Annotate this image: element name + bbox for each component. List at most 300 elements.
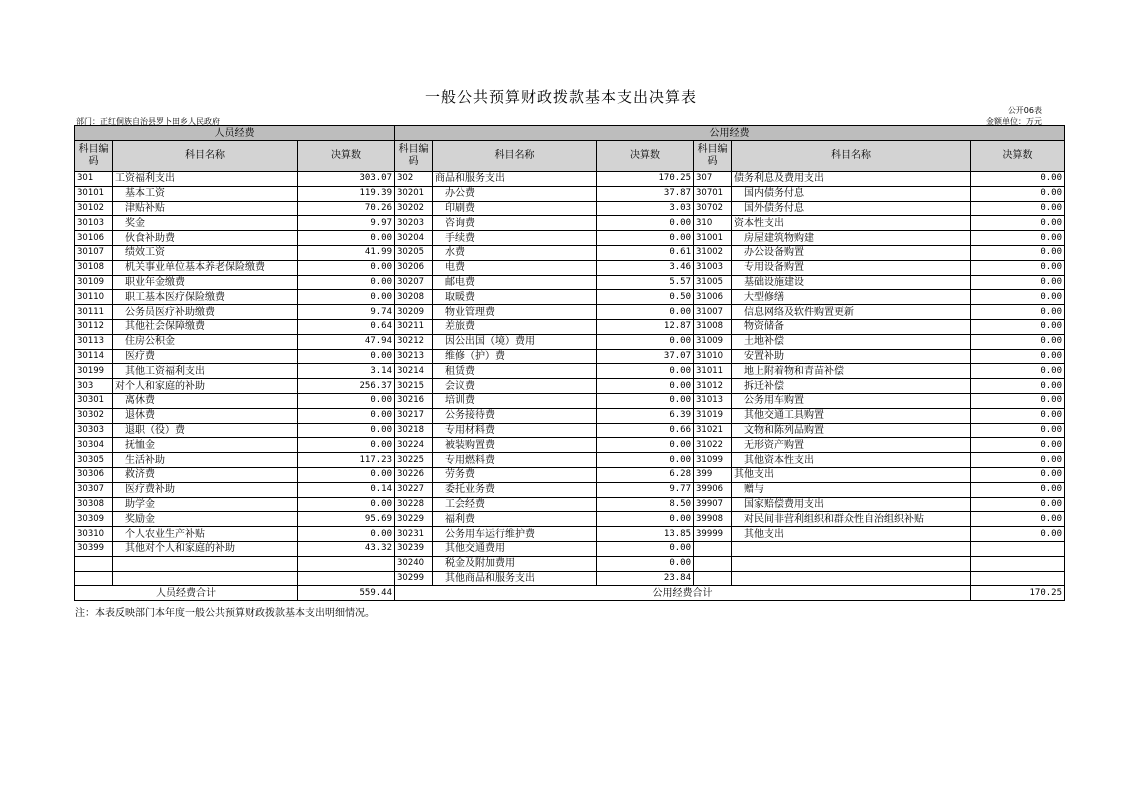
subject-code: 30217: [395, 408, 433, 423]
subject-code: 307: [694, 172, 732, 187]
subject-name: 债务利息及费用支出: [732, 172, 971, 187]
subject-code: 30209: [395, 305, 433, 320]
subject-name: 住房公积金: [113, 334, 298, 349]
subject-name: 对个人和家庭的补助: [113, 379, 298, 394]
subject-code: 30299: [395, 571, 433, 586]
expenditure-table: [74, 125, 1065, 601]
subject-name: 公务员医疗补助缴费: [113, 305, 298, 320]
table-row: [75, 527, 1065, 542]
subject-code: 30112: [75, 319, 113, 334]
amount-value: 0.50: [597, 290, 694, 305]
subject-name: 资本性支出: [732, 216, 971, 231]
subject-name: 赠与: [732, 482, 971, 497]
subject-name: 救济费: [113, 467, 298, 482]
subject-name: 地上附着物和青苗补偿: [732, 364, 971, 379]
amount-value: 0.00: [597, 556, 694, 571]
subject-name: 税金及附加费用: [433, 556, 597, 571]
table-row: [75, 319, 1065, 334]
amount-value: 0.00: [971, 245, 1065, 260]
subject-name: 水费: [433, 245, 597, 260]
amount-value: [971, 541, 1065, 556]
subject-code: 30239: [395, 541, 433, 556]
amount-value: 0.00: [597, 379, 694, 394]
subject-name: 商品和服务支出: [433, 172, 597, 187]
subject-name: 奖金: [113, 216, 298, 231]
subject-code: [694, 541, 732, 556]
subject-code: 30305: [75, 453, 113, 468]
subject-name: 大型修缮: [732, 290, 971, 305]
amount-value: 0.00: [298, 423, 395, 438]
amount-header: 决算数: [597, 141, 694, 172]
personnel-total-label: 人员经费合计: [75, 586, 298, 601]
subject-name: 职工基本医疗保险缴费: [113, 290, 298, 305]
subject-code: [75, 556, 113, 571]
subject-name: 其他工资福利支出: [113, 364, 298, 379]
subject-code: 30207: [395, 275, 433, 290]
subject-name: 其他对个人和家庭的补助: [113, 541, 298, 556]
subject-code: 30306: [75, 467, 113, 482]
amount-value: 9.74: [298, 305, 395, 320]
subject-name: 绩效工资: [113, 245, 298, 260]
amount-value: 0.00: [971, 334, 1065, 349]
subject-name: 房屋建筑物购建: [732, 231, 971, 246]
subject-name: 机关事业单位基本养老保险缴费: [113, 260, 298, 275]
table-row: [75, 260, 1065, 275]
subject-name: 被装购置费: [433, 438, 597, 453]
amount-value: [298, 571, 395, 586]
subject-code: 30303: [75, 423, 113, 438]
amount-value: 0.00: [597, 305, 694, 320]
subject-code: 30101: [75, 186, 113, 201]
subject-code: 31011: [694, 364, 732, 379]
subject-code: 30226: [395, 467, 433, 482]
subject-code: 30228: [395, 497, 433, 512]
subject-name: [113, 571, 298, 586]
footnote: 注：本表反映部门本年度一般公共预算财政拨款基本支出明细情况。: [75, 608, 375, 619]
subject-name: 退职（役）费: [113, 423, 298, 438]
subject-code: 30308: [75, 497, 113, 512]
amount-value: [971, 556, 1065, 571]
amount-value: 0.00: [597, 512, 694, 527]
subject-name: [732, 541, 971, 556]
amount-value: [298, 556, 395, 571]
table-row: [75, 364, 1065, 379]
subject-name: 离休费: [113, 393, 298, 408]
subject-code: 30701: [694, 186, 732, 201]
subject-name: 公务接待费: [433, 408, 597, 423]
personnel-header: 人员经费: [75, 126, 395, 141]
code-header: 科目编码: [75, 141, 113, 172]
subject-code: 30214: [395, 364, 433, 379]
subject-name: 文物和陈列品购置: [732, 423, 971, 438]
table-row: [75, 245, 1065, 260]
subject-name: 委托业务费: [433, 482, 597, 497]
subject-name: 工资福利支出: [113, 172, 298, 187]
amount-value: 0.00: [597, 364, 694, 379]
subject-code: 31021: [694, 423, 732, 438]
amount-value: 0.00: [971, 364, 1065, 379]
amount-value: 0.00: [298, 260, 395, 275]
subject-name: 其他支出: [732, 527, 971, 542]
subject-code: 30216: [395, 393, 433, 408]
subject-name: 基本工资: [113, 186, 298, 201]
subject-name: 印刷费: [433, 201, 597, 216]
amount-header: 决算数: [298, 141, 395, 172]
subject-name: 维修（护）费: [433, 349, 597, 364]
amount-value: 0.00: [971, 497, 1065, 512]
name-header: 科目名称: [113, 141, 298, 172]
subject-code: 30702: [694, 201, 732, 216]
subject-code: 30199: [75, 364, 113, 379]
subject-code: 30110: [75, 290, 113, 305]
subject-code: 31019: [694, 408, 732, 423]
table-row: [75, 290, 1065, 305]
amount-value: 5.57: [597, 275, 694, 290]
table-row: [75, 423, 1065, 438]
amount-value: 0.00: [298, 275, 395, 290]
subject-code: 30231: [395, 527, 433, 542]
subject-name: 物业管理费: [433, 305, 597, 320]
subject-code: 39906: [694, 482, 732, 497]
subject-code: 31005: [694, 275, 732, 290]
amount-value: 43.32: [298, 541, 395, 556]
subject-code: 31022: [694, 438, 732, 453]
amount-value: 170.25: [597, 172, 694, 187]
amount-value: 0.00: [597, 231, 694, 246]
subject-name: 国内债务付息: [732, 186, 971, 201]
subject-code: 30109: [75, 275, 113, 290]
subject-name: 伙食补助费: [113, 231, 298, 246]
amount-value: 0.00: [971, 290, 1065, 305]
amount-value: 0.00: [298, 527, 395, 542]
table-row: [75, 201, 1065, 216]
amount-value: 0.00: [971, 319, 1065, 334]
amount-value: 0.00: [971, 349, 1065, 364]
table-row: [75, 216, 1065, 231]
subject-code: 30108: [75, 260, 113, 275]
subject-name: 其他商品和服务支出: [433, 571, 597, 586]
name-header: 科目名称: [732, 141, 971, 172]
subject-code: 30107: [75, 245, 113, 260]
subject-code: 30304: [75, 438, 113, 453]
subject-code: 39907: [694, 497, 732, 512]
subject-code: 31009: [694, 334, 732, 349]
amount-value: 0.64: [298, 319, 395, 334]
amount-value: 12.87: [597, 319, 694, 334]
table-row: [75, 379, 1065, 394]
table-row: [75, 571, 1065, 586]
subject-code: 31003: [694, 260, 732, 275]
subject-name: 抚恤金: [113, 438, 298, 453]
subject-code: 31002: [694, 245, 732, 260]
subject-name: [732, 571, 971, 586]
subject-name: 公务用车购置: [732, 393, 971, 408]
amount-value: 0.00: [298, 393, 395, 408]
amount-value: 0.00: [971, 512, 1065, 527]
subject-code: 30224: [395, 438, 433, 453]
amount-value: 3.14: [298, 364, 395, 379]
subject-name: 邮电费: [433, 275, 597, 290]
subject-name: 取暖费: [433, 290, 597, 305]
amount-value: 47.94: [298, 334, 395, 349]
subject-name: 咨询费: [433, 216, 597, 231]
amount-value: 6.39: [597, 408, 694, 423]
amount-value: [971, 571, 1065, 586]
table-row: [75, 172, 1065, 187]
subject-code: 30307: [75, 482, 113, 497]
subject-name: 物资储备: [732, 319, 971, 334]
amount-value: 0.00: [971, 453, 1065, 468]
subject-code: 302: [395, 172, 433, 187]
subject-name: 安置补助: [732, 349, 971, 364]
subject-code: 30114: [75, 349, 113, 364]
subject-code: 30206: [395, 260, 433, 275]
subject-name: 工会经费: [433, 497, 597, 512]
subject-name: 手续费: [433, 231, 597, 246]
amount-value: 117.23: [298, 453, 395, 468]
subject-code: 31001: [694, 231, 732, 246]
subject-code: 30212: [395, 334, 433, 349]
subject-code: 30227: [395, 482, 433, 497]
subject-name: 对民间非营利组织和群众性自治组织补贴: [732, 512, 971, 527]
table-row: [75, 393, 1065, 408]
page-title: 一般公共预算财政拨款基本支出决算表: [424, 88, 697, 106]
amount-value: 41.99: [298, 245, 395, 260]
subject-code: 30113: [75, 334, 113, 349]
subject-code: 31012: [694, 379, 732, 394]
subject-code: 31010: [694, 349, 732, 364]
subject-code: 30102: [75, 201, 113, 216]
amount-value: 0.00: [971, 393, 1065, 408]
amount-value: 303.07: [298, 172, 395, 187]
table-row: [75, 482, 1065, 497]
subject-name: 其他支出: [732, 467, 971, 482]
subject-name: [732, 556, 971, 571]
subject-name: 会议费: [433, 379, 597, 394]
amount-value: 37.87: [597, 186, 694, 201]
subject-code: 30310: [75, 527, 113, 542]
subject-name: 职业年金缴费: [113, 275, 298, 290]
amount-value: 0.00: [298, 349, 395, 364]
subject-code: 399: [694, 467, 732, 482]
subject-name: 因公出国（境）费用: [433, 334, 597, 349]
subject-name: 差旅费: [433, 319, 597, 334]
subject-code: 30205: [395, 245, 433, 260]
amount-value: 0.00: [971, 201, 1065, 216]
subject-code: 30225: [395, 453, 433, 468]
department-label: 部门：正红侗族自治县罗卜田乡人民政府: [76, 117, 220, 126]
amount-value: 0.00: [298, 290, 395, 305]
subject-name: 国家赔偿费用支出: [732, 497, 971, 512]
amount-value: 0.00: [971, 172, 1065, 187]
amount-header: 决算数: [971, 141, 1065, 172]
amount-value: 0.00: [971, 379, 1065, 394]
subject-name: 信息网络及软件购置更新: [732, 305, 971, 320]
subject-name: 培训费: [433, 393, 597, 408]
header-column-row: [75, 141, 1065, 172]
subject-name: 电费: [433, 260, 597, 275]
subject-name: 拆迁补偿: [732, 379, 971, 394]
subject-code: 30201: [395, 186, 433, 201]
amount-value: 13.85: [597, 527, 694, 542]
subject-code: 30229: [395, 512, 433, 527]
subject-name: 其他交通费用: [433, 541, 597, 556]
amount-value: 0.00: [298, 467, 395, 482]
subject-name: [113, 556, 298, 571]
amount-value: 37.07: [597, 349, 694, 364]
subject-name: 专用设备购置: [732, 260, 971, 275]
subject-code: [694, 556, 732, 571]
name-header: 科目名称: [433, 141, 597, 172]
amount-value: 0.00: [298, 497, 395, 512]
amount-value: 0.00: [971, 467, 1065, 482]
subject-code: 39908: [694, 512, 732, 527]
subject-code: 30106: [75, 231, 113, 246]
table-row: [75, 556, 1065, 571]
amount-value: 23.84: [597, 571, 694, 586]
subject-name: 劳务费: [433, 467, 597, 482]
amount-value: 0.00: [971, 231, 1065, 246]
subject-code: 310: [694, 216, 732, 231]
code-header: 科目编码: [395, 141, 433, 172]
subject-name: 专用材料费: [433, 423, 597, 438]
subject-code: 30211: [395, 319, 433, 334]
subject-code: 31006: [694, 290, 732, 305]
subject-code: [75, 571, 113, 586]
subject-code: 30240: [395, 556, 433, 571]
table-row: [75, 497, 1065, 512]
code-header: 科目编码: [694, 141, 732, 172]
amount-value: 3.03: [597, 201, 694, 216]
table-row: [75, 453, 1065, 468]
amount-value: 0.00: [597, 453, 694, 468]
amount-value: 6.28: [597, 467, 694, 482]
amount-value: 0.00: [597, 216, 694, 231]
subject-name: 奖励金: [113, 512, 298, 527]
subject-code: 39999: [694, 527, 732, 542]
amount-value: 0.00: [597, 334, 694, 349]
table-row: [75, 467, 1065, 482]
public-total-label: 公用经费合计: [395, 586, 971, 601]
table-row: [75, 231, 1065, 246]
subject-name: 其他交通工具购置: [732, 408, 971, 423]
table-row: [75, 305, 1065, 320]
amount-value: 0.61: [597, 245, 694, 260]
subject-code: 31007: [694, 305, 732, 320]
table-row: [75, 512, 1065, 527]
table-row: [75, 275, 1065, 290]
subject-name: 退休费: [113, 408, 298, 423]
amount-value: 0.00: [597, 393, 694, 408]
amount-value: 256.37: [298, 379, 395, 394]
amount-value: 0.00: [597, 438, 694, 453]
table-row: [75, 334, 1065, 349]
subject-code: 30399: [75, 541, 113, 556]
amount-value: 0.00: [971, 305, 1065, 320]
subject-code: 30208: [395, 290, 433, 305]
subject-code: 30215: [395, 379, 433, 394]
subject-code: 31013: [694, 393, 732, 408]
totals-row: [75, 586, 1065, 601]
subject-name: 福利费: [433, 512, 597, 527]
amount-value: 3.46: [597, 260, 694, 275]
amount-value: 0.00: [971, 408, 1065, 423]
subject-name: 医疗费: [113, 349, 298, 364]
subject-code: 30111: [75, 305, 113, 320]
amount-value: 0.14: [298, 482, 395, 497]
subject-name: 专用燃料费: [433, 453, 597, 468]
amount-value: 0.00: [971, 275, 1065, 290]
amount-value: 0.00: [298, 438, 395, 453]
subject-name: 公务用车运行维护费: [433, 527, 597, 542]
amount-value: 9.77: [597, 482, 694, 497]
personnel-total-value: 559.44: [298, 586, 395, 601]
subject-name: 生活补助: [113, 453, 298, 468]
table-row: [75, 438, 1065, 453]
subject-name: 土地补偿: [732, 334, 971, 349]
amount-value: 0.00: [298, 231, 395, 246]
header-group-row: [75, 126, 1065, 141]
subject-code: 30202: [395, 201, 433, 216]
public-total-value: 170.25: [971, 586, 1065, 601]
amount-value: 0.00: [597, 541, 694, 556]
amount-value: 95.69: [298, 512, 395, 527]
subject-code: 30103: [75, 216, 113, 231]
subject-name: 助学金: [113, 497, 298, 512]
unit-label: 金额单位：万元: [986, 117, 1042, 126]
subject-code: [694, 571, 732, 586]
subject-name: 租赁费: [433, 364, 597, 379]
subject-code: 30218: [395, 423, 433, 438]
subject-name: 无形资产购置: [732, 438, 971, 453]
table-row: [75, 186, 1065, 201]
subject-name: 其他资本性支出: [732, 453, 971, 468]
amount-value: 0.00: [298, 408, 395, 423]
subject-name: 津贴补贴: [113, 201, 298, 216]
subject-code: 301: [75, 172, 113, 187]
table-row: [75, 541, 1065, 556]
amount-value: 0.00: [971, 438, 1065, 453]
amount-value: 0.66: [597, 423, 694, 438]
subject-code: 30213: [395, 349, 433, 364]
subject-code: 31099: [694, 453, 732, 468]
amount-value: 0.00: [971, 186, 1065, 201]
subject-code: 30204: [395, 231, 433, 246]
subject-code: 30302: [75, 408, 113, 423]
amount-value: 0.00: [971, 216, 1065, 231]
amount-value: 9.97: [298, 216, 395, 231]
public-header: 公用经费: [395, 126, 1065, 141]
subject-code: 30301: [75, 393, 113, 408]
subject-name: 办公设备购置: [732, 245, 971, 260]
subject-code: 303: [75, 379, 113, 394]
subject-code: 31008: [694, 319, 732, 334]
subject-code: 30309: [75, 512, 113, 527]
subject-name: 办公费: [433, 186, 597, 201]
amount-value: 0.00: [971, 260, 1065, 275]
amount-value: 0.00: [971, 482, 1065, 497]
subject-name: 个人农业生产补贴: [113, 527, 298, 542]
amount-value: 8.50: [597, 497, 694, 512]
form-number: 公开06表: [1007, 106, 1042, 115]
amount-value: 70.26: [298, 201, 395, 216]
amount-value: 0.00: [971, 527, 1065, 542]
table-row: [75, 408, 1065, 423]
subject-code: 30203: [395, 216, 433, 231]
subject-name: 医疗费补助: [113, 482, 298, 497]
subject-name: 基础设施建设: [732, 275, 971, 290]
table-row: [75, 349, 1065, 364]
